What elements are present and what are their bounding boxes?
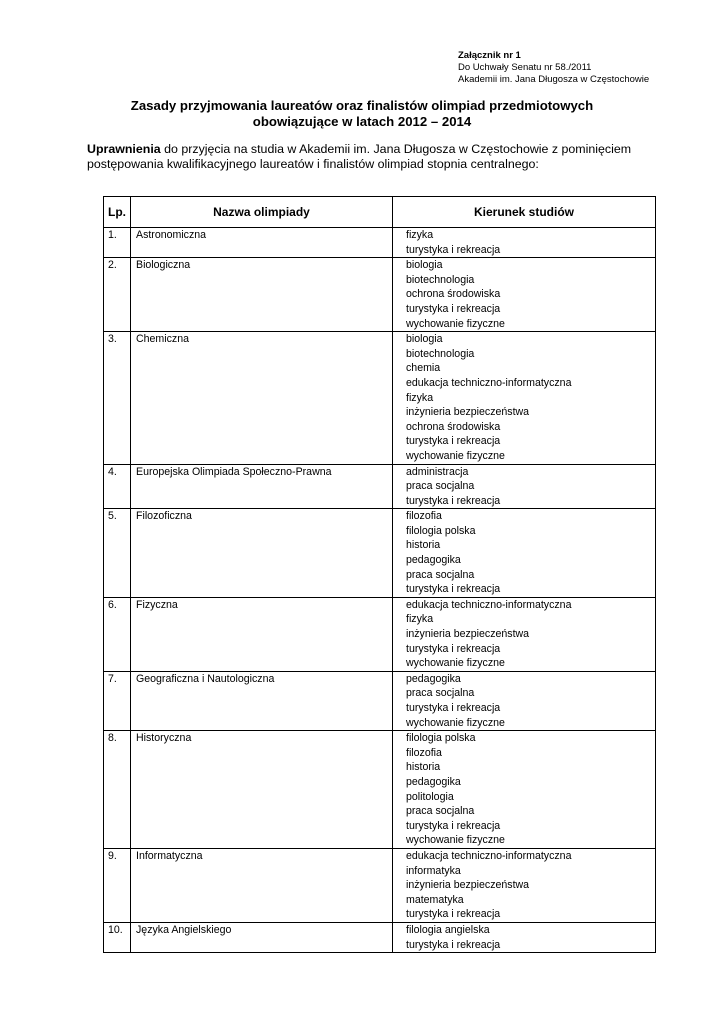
direction-item: inżynieria bezpieczeństwa [406, 406, 530, 419]
row-directions [393, 922, 656, 952]
row-lp: 7. [104, 671, 131, 730]
row-olympiad-name: Astronomiczna [131, 228, 393, 258]
direction-item: inżynieria bezpieczeństwa [406, 879, 530, 892]
row-olympiad-name: Europejska Olimpiada Społeczno-Prawna [131, 464, 393, 509]
row-olympiad-name: Chemiczna [131, 332, 393, 464]
table-row [104, 922, 656, 952]
direction-item: turystyka i rekreacja [406, 819, 501, 832]
direction-item: biologia [406, 259, 443, 272]
direction-item: turystyka i rekreacja [406, 642, 501, 655]
row-olympiad-name: Języka Angielskiego [131, 922, 393, 952]
direction-item: turystyka i rekreacja [406, 302, 501, 315]
row-lp: 4. [104, 464, 131, 509]
row-olympiad-name: Filozoficzna [131, 509, 393, 598]
direction-item: turystyka i rekreacja [406, 494, 501, 507]
row-directions [393, 848, 656, 922]
row-directions [393, 597, 656, 671]
row-directions [393, 464, 656, 509]
direction-item: edukacja techniczno-informatyczna [406, 849, 572, 862]
direction-item: turystyka i rekreacja [406, 435, 501, 448]
row-lp: 9. [104, 848, 131, 922]
row-olympiad-name: Fizyczna [131, 597, 393, 671]
attachment-note [458, 50, 649, 86]
direction-item: wychowanie fizyczne [406, 317, 505, 330]
table-row [104, 671, 656, 730]
direction-item: filozofia [406, 510, 442, 523]
title-line-2: obowiązujące w latach 2012 – 2014 [252, 114, 472, 129]
row-olympiad-name: Geograficzna i Nautologiczna [131, 671, 393, 730]
row-directions [393, 509, 656, 598]
direction-item: fizyka [406, 391, 434, 404]
intro-text: do przyjęcia na studia w Akademii im. Jana Długosza w Częstochowie z pominięciem postępowania kwalifikacyjnego laureatów i finalistów olimpiad stopnia centralnego: [87, 142, 632, 171]
direction-item: wychowanie fizyczne [406, 834, 505, 847]
direction-item: chemia [406, 362, 441, 375]
table-row [104, 228, 656, 258]
direction-item: wychowanie fizyczne [406, 716, 505, 729]
direction-item: filologia angielska [406, 923, 490, 936]
direction-item: filologia polska [406, 732, 476, 745]
table-row [104, 731, 656, 849]
direction-item: pedagogika [406, 554, 461, 567]
attachment-academy: Akademii im. Jana Długosza w Częstochowie [458, 74, 650, 85]
row-lp: 3. [104, 332, 131, 464]
direction-item: turystyka i rekreacja [406, 938, 501, 951]
row-lp: 6. [104, 597, 131, 671]
direction-item: pedagogika [406, 672, 461, 685]
row-olympiad-name: Historyczna [131, 731, 393, 849]
direction-item: praca socjalna [406, 805, 475, 818]
row-directions [393, 671, 656, 730]
table-row [104, 464, 656, 509]
direction-item: fizyka [406, 229, 434, 241]
direction-item: pedagogika [406, 775, 461, 788]
direction-item: turystyka i rekreacja [406, 908, 501, 921]
header-study-direction: Kierunek studiów [393, 197, 656, 228]
direction-item: filozofia [406, 746, 442, 759]
table-header-row [104, 197, 656, 228]
table-row [104, 509, 656, 598]
row-directions [393, 228, 656, 258]
attachment-number: Załącznik nr 1 [458, 50, 521, 61]
header-lp: Lp. [104, 197, 131, 228]
direction-item: historia [406, 761, 441, 774]
table-row [104, 597, 656, 671]
direction-item: fizyka [406, 613, 434, 626]
table-body [104, 228, 656, 953]
direction-item: turystyka i rekreacja [406, 243, 501, 256]
table-row [104, 332, 656, 464]
row-lp: 5. [104, 509, 131, 598]
row-lp: 1. [104, 228, 131, 258]
direction-item: historia [406, 539, 441, 552]
row-lp: 8. [104, 731, 131, 849]
row-directions [393, 731, 656, 849]
row-directions [393, 332, 656, 464]
row-lp: 2. [104, 258, 131, 332]
direction-item: ochrona środowiska [406, 420, 501, 433]
direction-item: turystyka i rekreacja [406, 702, 501, 714]
row-directions [393, 258, 656, 332]
direction-item: informatyka [406, 864, 461, 877]
row-olympiad-name: Informatyczna [131, 848, 393, 922]
direction-item: administracja [406, 465, 469, 478]
header-olympiad-name: Nazwa olimpiady [131, 197, 393, 228]
table-row [104, 258, 656, 332]
direction-item: filologia polska [406, 524, 476, 537]
direction-item: biotechnologia [406, 347, 475, 360]
direction-item: matematyka [406, 893, 464, 906]
title-line-1: Zasady przyjmowania laureatów oraz finalistów olimpiad przedmiotowych [130, 98, 594, 113]
direction-item: wychowanie fizyczne [406, 657, 505, 670]
direction-item: ochrona środowiska [406, 288, 501, 301]
direction-item: edukacja techniczno-informatyczna [406, 598, 572, 611]
direction-item: biologia [406, 333, 443, 346]
direction-item: turystyka i rekreacja [406, 583, 501, 596]
row-olympiad-name: Biologiczna [131, 258, 393, 332]
attachment-resolution: Do Uchwały Senatu nr 58./2011 [458, 62, 592, 73]
direction-item: praca socjalna [406, 480, 475, 493]
direction-item: edukacja techniczno-informatyczna [406, 376, 572, 389]
table-row [104, 848, 656, 922]
intro-bold: Uprawnienia [87, 142, 161, 156]
olympiad-table [103, 196, 656, 953]
row-lp: 10. [104, 922, 131, 952]
direction-item: praca socjalna [406, 568, 475, 581]
direction-item: politologia [406, 790, 454, 803]
direction-item: wychowanie fizyczne [406, 449, 505, 462]
document-title [60, 98, 664, 130]
intro-paragraph [87, 142, 647, 172]
direction-item: biotechnologia [406, 273, 475, 286]
direction-item: praca socjalna [406, 687, 475, 700]
direction-item: inżynieria bezpieczeństwa [406, 628, 530, 641]
